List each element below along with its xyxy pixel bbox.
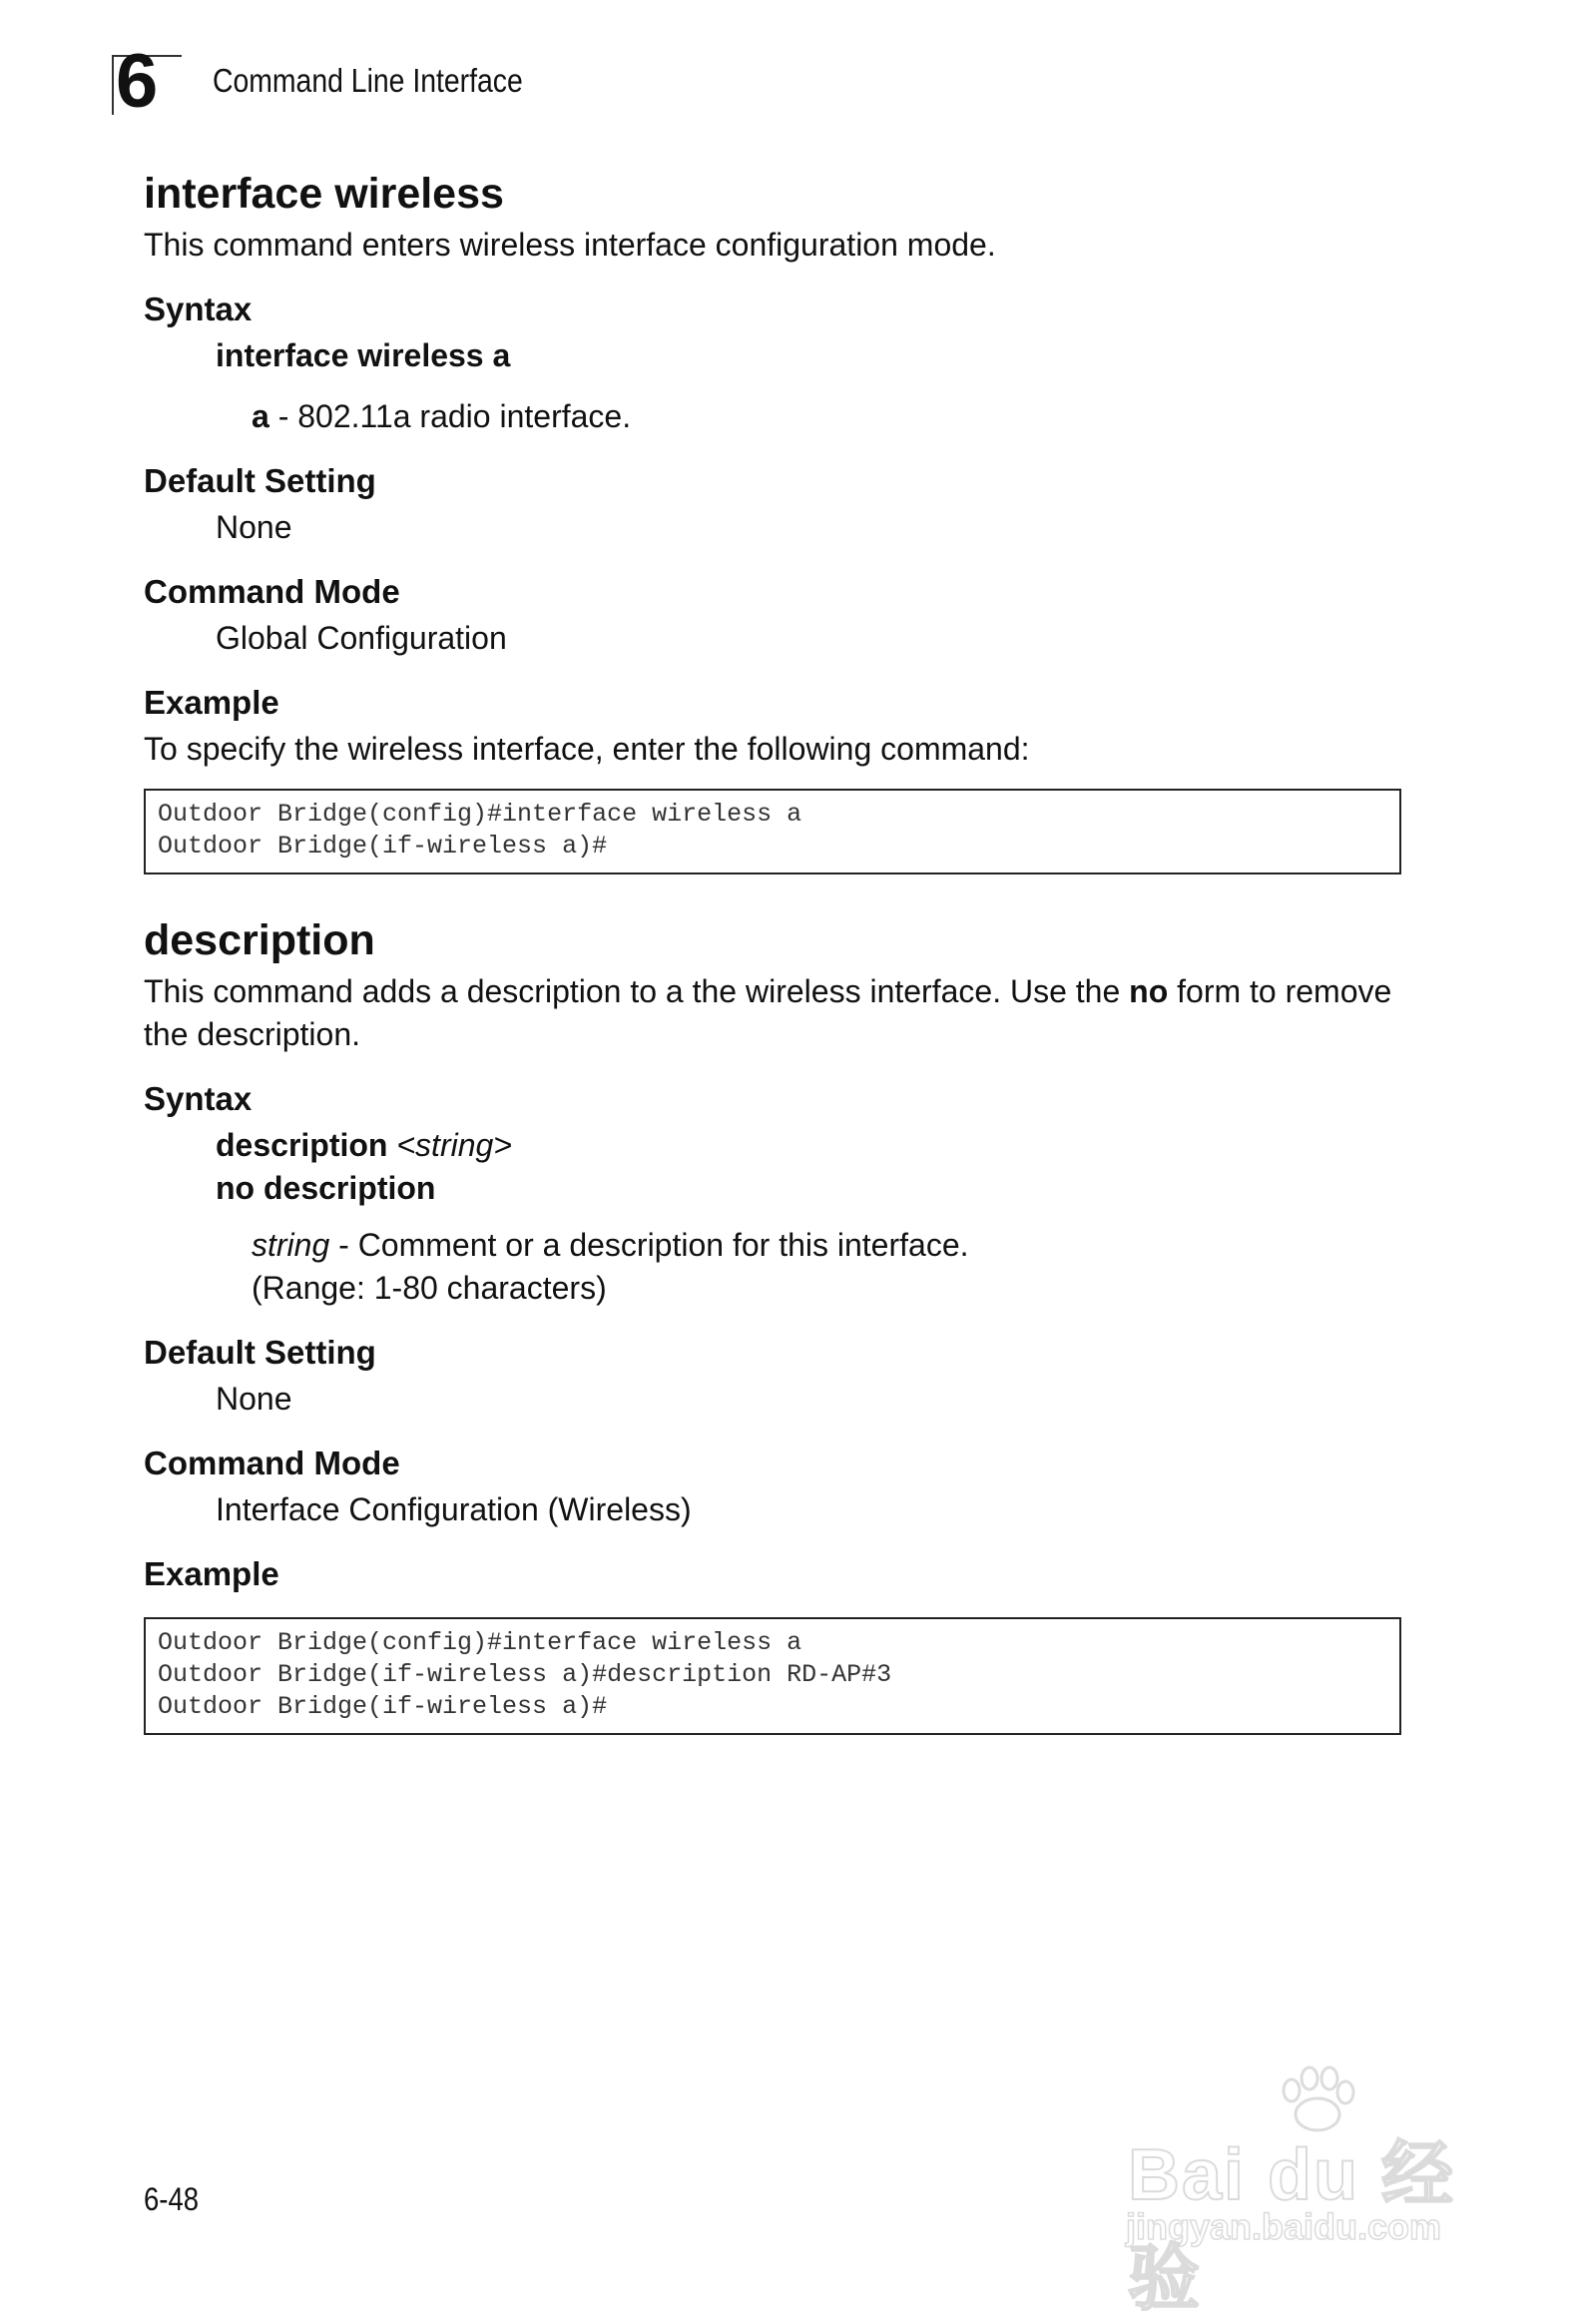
- intro-keyword-no: no: [1129, 973, 1169, 1009]
- parameter-line: [252, 395, 1401, 438]
- parameter-description: - 802.11a radio interface.: [268, 398, 632, 434]
- example-heading: Example: [144, 684, 279, 721]
- section-intro: [144, 970, 1401, 1056]
- command-mode-heading: Command Mode: [144, 1445, 400, 1481]
- example-heading: Example: [144, 1555, 279, 1592]
- intro-text-part1: This command adds a description to a the wireless interface. Use the: [144, 973, 1130, 1009]
- section-title: interface wireless: [144, 170, 504, 218]
- parameter-range: (Range: 1-80 characters): [252, 1270, 607, 1306]
- example-intro: To specify the wireless interface, enter the following command:: [144, 731, 1030, 767]
- default-setting-heading: Default Setting: [144, 462, 376, 499]
- syntax-heading: Syntax: [144, 1080, 253, 1117]
- default-setting-value: None: [216, 1381, 292, 1417]
- syntax-line-2: no description: [216, 1170, 436, 1206]
- syntax-command: description: [216, 1127, 388, 1163]
- command-mode-value: Global Configuration: [216, 620, 507, 656]
- section-interface-wireless: [144, 168, 1401, 874]
- watermark-main-text: Bai du 经验: [1128, 2135, 1456, 2319]
- syntax-argument: <string>: [396, 1127, 512, 1163]
- page-number: 6-48: [144, 2181, 200, 2217]
- parameter-description: - Comment or a description for this interface.: [329, 1227, 969, 1263]
- baidu-watermark-logo: [1118, 2056, 1497, 2319]
- section-intro: This command enters wireless interface configuration mode.: [144, 227, 996, 263]
- parameter-line: [252, 1224, 1401, 1267]
- default-setting-heading: Default Setting: [144, 1334, 376, 1371]
- page-content: [144, 168, 1401, 1735]
- parameter-name: string: [252, 1227, 330, 1263]
- syntax-command: interface wireless a: [216, 337, 511, 373]
- command-mode-heading: Command Mode: [144, 573, 400, 610]
- section-title: description: [144, 916, 375, 964]
- watermark-url: jingyan.baidu.com: [1126, 2206, 1442, 2247]
- example-code-block: Outdoor Bridge(config)#interface wireless a Outdoor Bridge(if-wireless a)#description RD-AP#3 Outdoor Bridge(if-wireless a)#: [144, 1617, 1401, 1735]
- section-description: [144, 914, 1401, 1735]
- running-head: Command Line Interface: [213, 62, 523, 99]
- syntax-heading: Syntax: [144, 290, 253, 327]
- parameter-name: a: [252, 398, 269, 434]
- intro-text-part2: form to remove the description.: [144, 973, 1392, 1052]
- chapter-number: 6: [116, 39, 159, 124]
- default-setting-value: None: [216, 509, 292, 545]
- command-mode-value: Interface Configuration (Wireless): [216, 1491, 692, 1527]
- example-code-block: Outdoor Bridge(config)#interface wireless a Outdoor Bridge(if-wireless a)#: [144, 789, 1401, 874]
- syntax-line-1: [216, 1124, 1401, 1167]
